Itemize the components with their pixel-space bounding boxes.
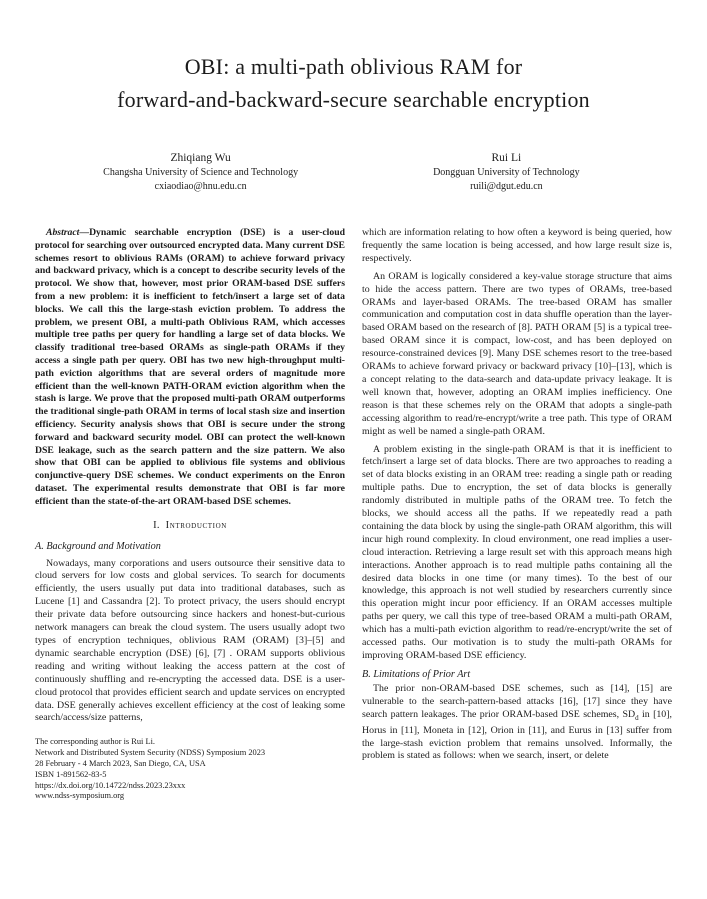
- author-1-email: cxiaodiao@hnu.edu.cn: [154, 181, 247, 192]
- section-intro-title: Introduction: [165, 519, 227, 531]
- footnote-block: [35, 737, 345, 802]
- footnote-dates-location: 28 February - 4 March 2023, San Diego, CA, USA: [35, 758, 206, 768]
- subsection-a-heading: A. Background and Motivation: [35, 540, 161, 552]
- author-2-email: ruili@dgut.edu.cn: [470, 181, 543, 192]
- paragraph-oram-overview: An ORAM is logically considered a key-value storage structure that aims to hide the access pattern. There are two types of ORAMs, tree-based ORAMs and layer-based ORAMs. The tree-based ORAM has smaller communication and computation cost in data shuffle operation than the layer-based ORAM based on the research of [8]. PATH ORAM [5] is a typical tree-based ORAM since it is compact, low-cost, and has been deployed on resource-constrained devices [9]. Many DSE schemes resort to the tree-based ORAMs to achieve forward privacy or backward privacy [10]–[13], which is a concept relating to the data-search and data-update privacy leakage. It is well known that, however, adopting an ORAM implies inefficiency. One reason is that these schemes rely on the ORAM that adopts a single-path accessing algorithm to read/re-encrypt/write a tree path. This type of ORAM might as well be named a single-path ORAM.: [362, 270, 672, 437]
- author-1: [48, 150, 354, 194]
- paper-title-line-1: OBI: a multi-path oblivious RAM for: [184, 54, 523, 79]
- section-intro-heading: [35, 519, 345, 533]
- subsection-b-heading: B. Limitations of Prior Art: [362, 668, 471, 680]
- footnote-doi-url: https://dx.doi.org/10.14722/ndss.2023.23xxx: [35, 780, 186, 790]
- author-2-name: Rui Li: [491, 152, 522, 164]
- author-2-affiliation: Dongguan University of Technology: [433, 167, 580, 178]
- abstract-text: —Dynamic searchable encryption (DSE) is a user-cloud protocol for searching over outsourced encrypted data. Many current DSE schemes resort to oblivious RAMs (ORAM) to achieve forward privacy and backward privacy, which is a concept to describe security levels of the protocol. We show that, however, most prior ORAM-based DSE suffers from a new problem: it is inefficient to fetch/insert a large set of data blocks. We call this the large-stash eviction problem. To address the problem, we present OBI, a multi-path Oblivious RAM, which accesses multiple tree paths per query for handling a large set of data blocks. We classify traditional tree-based ORAMs as single-path ORAMs if they access a single path per query. OBI has two new high-throughput multi-path eviction algorithms that are several orders of magnitude more efficient than the well-known PATH-ORAM eviction algorithm when the stash is large. We prove that the proposed multi-path ORAM outperforms the traditional single-path ORAM in terms of local stash size and insertion efficiency. Security analysis shows that OBI is secure under the strong forward and backward security model. OBI can protect the well-known DSE leakage, such as the search pattern and the size pattern. We also show that OBI can be applied to oblivious file systems and oblivious conjunctive-query DSE schemes. We conduct experiments on the Enron dataset. The experimental results demonstrate that OBI is far more efficient than the state-of-the-art ORAM-based DSE schemes.: [35, 227, 345, 507]
- footnote-isbn: ISBN 1-891562-83-5: [35, 769, 107, 779]
- sd-subscript: d: [635, 713, 639, 722]
- footnote-website-url: www.ndss-symposium.org: [35, 791, 125, 801]
- paper-title: [35, 50, 672, 116]
- left-column: [35, 227, 345, 802]
- right-column: [362, 227, 672, 802]
- section-intro-number: I.: [153, 519, 160, 531]
- author-1-affiliation: Changsha University of Science and Technology: [103, 167, 299, 178]
- paragraph-prior-art: [362, 683, 672, 763]
- prior-art-text-1: The prior non-ORAM-based DSE schemes, such as [14], [15] are vulnerable to the search-pattern-based attacks [16], [17] since they have search pattern leakages. The prior ORAM-based DSE schemes, SD: [362, 682, 672, 720]
- paragraph-continuation: which are information relating to how often a keyword is being queried, how frequently the same location is being accessed, and how large result size is, respectively.: [362, 227, 672, 264]
- footnote-symposium: Network and Distributed System Security (NDSS) Symposium 2023: [35, 748, 266, 758]
- author-1-name: Zhiqiang Wu: [170, 152, 231, 164]
- abstract: [35, 227, 345, 509]
- two-column-body: [35, 227, 672, 802]
- abstract-label: Abstract: [46, 227, 80, 238]
- footnote-corresponding-author: The corresponding author is Rui Li.: [35, 737, 156, 747]
- prior-art-text-2: in [10], Horus in [11], Moneta in [12], Orion in [11], and Eurus in [13] suffer from the large-stash eviction problem that remains unsolved. Informally, the problem is stated as follows: when we search, insert, or delete: [362, 708, 672, 762]
- author-block: [35, 150, 672, 194]
- paragraph-single-path-problem: A problem existing in the single-path ORAM is that it is inefficient to fetch/insert a large set of data blocks. There are two approaches to reading a set of data blocks existing in an ORAM tree: reading a single path or reading multiple paths. Due to encryption, the set of data blocks is generally randomly distributed in multiple paths of the ORAM tree. To fetch the blocks, we should access all the paths. If we repeatedly read a path containing the data block by using the single-path ORAM algorithm, this will incur high round complexity. In cloud environment, one read implies a user-cloud interaction. Retrieving a large result set with this approach means high interactions. Another approach is to read multiple paths containing all the desired data blocks in one time (or many times). To the best of our knowledge, this approach is not well studied by researchers currently since this operation might incur poor efficiency. If an ORAM accesses multiple paths per query, we call this type of tree-based ORAM a multi-path ORAM, which has a multi-path eviction algorithm to read/re-encrypt/write the set of accessed paths. Our motivation is to study the multi-path ORAMs for improving ORAM-based DSE efficiency.: [362, 443, 672, 661]
- paper-title-line-2: forward-and-backward-secure searchable encryption: [117, 87, 590, 112]
- paragraph-background: Nowadays, many corporations and users outsource their sensitive data to cloud servers for low costs and global services. To search for documents efficiently, the users usually put data into traditional databases, such as Lucene [1] and Cassandra [2]. To protect privacy, the users should encrypt their private data before outsourcing since hackers and honest-but-curious network managers can break the cloud system. The users usually adopt two types of encryption techniques, oblivious RAM (ORAM) [3]–[5] and dynamic searchable encryption (DSE) [6], [7] . ORAM supports oblivious reading and writing without leaking the access pattern at the cost of continuously shuffling and re-encrypting the accessed data. DSE is a user-cloud protocol that provides efficient search and update services on encrypted data. DSE generally achieves excellent efficiency at the cost of leaking some search/access/size patterns,: [35, 557, 345, 724]
- author-2: [354, 150, 660, 194]
